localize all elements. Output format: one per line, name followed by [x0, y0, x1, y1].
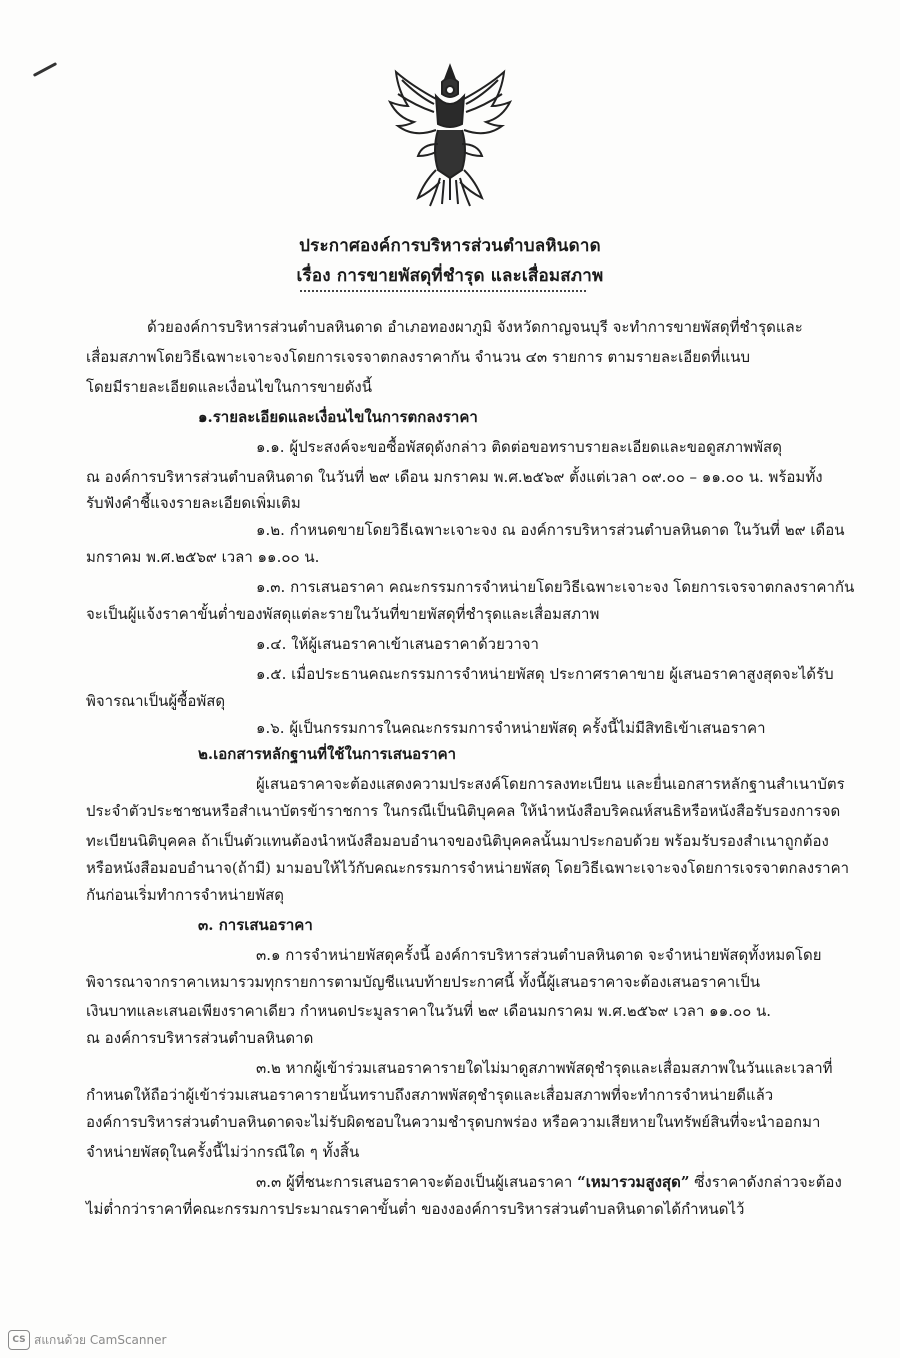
s1-1-line-1: ๑.๑. ผู้ประสงค์จะขอซื้อพัสดุดังกล่าว ติดต่อขอทราบรายละเอียดและขอดูสภาพพัสดุ — [256, 438, 782, 456]
intro-line-2: เสื่อมสภาพโดยวิธีเฉพาะเจาะจงโดยการเจรจาตกลงราคากัน จำนวน ๔๓ รายการ ตามรายละเอียดที่แนบ — [86, 348, 751, 366]
s3-1-line-1: ๓.๑ การจำหน่ายพัสดุครั้งนี้ องค์การบริหารส่วนตำบลหินดาด จะจำหน่ายพัสดุทั้งหมดโดย — [256, 946, 822, 964]
s3-3-line-2: ไม่ต่ำกว่าราคาที่คณะกรรมการประมาณราคาขั้นต่ำ ของงองค์การบริหารส่วนตำบลหินดาดได้กำหนดไว้ — [86, 1200, 745, 1218]
s1-5-line-1: ๑.๕. เมื่อประธานคณะกรรมการจำหน่ายพัสดุ ประกาศราคาขาย ผู้เสนอราคาสูงสุดจะได้รับ — [256, 665, 834, 683]
scanner-watermark — [8, 1330, 166, 1350]
s3-2-line-3: องค์การบริหารส่วนตำบลหินดาดจะไม่รับผิดชอบในความชำรุดบกพร่อง หรือความเสียหายในทรัพย์สินที่จะนำออกมา — [86, 1113, 821, 1131]
s3-3-highlight: “เหมารวมสูงสุด” — [577, 1173, 690, 1191]
s1-2-line-1: ๑.๒. กำหนดขายโดยวิธีเฉพาะเจาะจง ณ องค์การบริหารส่วนตำบลหินดาด ในวันที่ ๒๙ เดือน — [256, 521, 845, 539]
s1-3-line-2: จะเป็นผู้แจ้งราคาขั้นต่ำของพัสดุแต่ละรายในวันที่ขายพัสดุที่ชำรุดและเสื่อมสภาพ — [86, 605, 600, 623]
announcement-title: ประกาศองค์การบริหารส่วนตำบลหินดาด — [299, 236, 601, 256]
s1-2-line-2: มกราคม พ.ศ.๒๕๖๙ เวลา ๑๑.๐๐ น. — [86, 548, 320, 566]
pen-mark — [33, 62, 57, 77]
s2-line-5: กันก่อนเริ่มทำการจำหน่ายพัสดุ — [86, 886, 284, 904]
s3-3-text-pre: ๓.๓ ผู้ที่ชนะการเสนอราคาจะต้องเป็นผู้เสนอราคา — [256, 1173, 578, 1191]
section-3-heading: ๓. การเสนอราคา — [198, 916, 313, 934]
camscanner-logo-icon: CS — [8, 1330, 30, 1350]
s1-4-line: ๑.๔. ให้ผู้เสนอราคาเข้าเสนอราคาด้วยวาจา — [256, 635, 539, 653]
s3-1-line-3: เงินบาทและเสนอเพียงราคาเดียว กำหนดประมูลราคาในวันที่ ๒๙ เดือนมกราคม พ.ศ.๒๕๖๙ เวลา ๑๑.๐๐ น. — [86, 1002, 772, 1020]
s1-6-line: ๑.๖. ผู้เป็นกรรมการในคณะกรรมการจำหน่ายพัสดุ ครั้งนี้ไม่มีสิทธิเข้าเสนอราคา — [256, 719, 766, 737]
section-1-heading: ๑.รายละเอียดและเงื่อนไขในการตกลงราคา — [198, 408, 478, 426]
intro-line-3: โดยมีรายละเอียดและเงื่อนไขในการขายดังนี้ — [86, 378, 373, 396]
s1-1-line-3: รับฟังคำชี้แจงรายละเอียดเพิ่มเติม — [86, 494, 301, 512]
s3-3-line-1 — [256, 1172, 842, 1192]
s2-line-2: ประจำตัวประชาชนหรือสำเนาบัตรข้าราชการ ในกรณีเป็นนิติบุคคล ให้นำหนังสือบริคณห์สนธิหรือหนังสือรับรองการจด — [86, 802, 841, 820]
garuda-emblem-icon — [378, 60, 522, 210]
s3-1-line-2: พิจารณาจากราคาเหมารวมทุกรายการตามบัญชีแนบท้ายประกาศนี้ ทั้งนี้ผู้เสนอราคาจะต้องเสนอราคาเป็น — [86, 973, 761, 991]
scanner-watermark-text: สแกนด้วย CamScanner — [34, 1332, 167, 1347]
s1-1-line-2: ณ องค์การบริหารส่วนตำบลหินดาด ในวันที่ ๒๙ เดือน มกราคม พ.ศ.๒๕๖๙ ตั้งแต่เวลา ๐๙.๐๐ – ๑๑.๐๐ น. พร้อมทั้ง — [86, 468, 823, 486]
s2-line-4: หรือหนังสือมอบอำนาจ(ถ้ามี) มามอบให้ไว้กับคณะกรรมการจำหน่ายพัสดุ โดยวิธีเฉพาะเจาะจงโดยการเจรจาตกลงราคา — [86, 859, 850, 877]
s3-2-line-4: จำหน่ายพัสดุในครั้งนี้ไม่ว่ากรณีใด ๆ ทั้งสิ้น — [86, 1143, 360, 1161]
s1-5-line-2: พิจารณาเป็นผู้ซื้อพัสดุ — [86, 692, 226, 710]
s1-3-line-1: ๑.๓. การเสนอราคา คณะกรรมการจำหน่ายโดยวิธีเฉพาะเจาะจง โดยการเจรจาตกลงราคากัน — [256, 578, 855, 596]
s2-line-1: ผู้เสนอราคาจะต้องแสดงความประสงค์โดยการลงทะเบียน และยื่นเอกสารหลักฐานสำเนาบัตร — [256, 775, 845, 793]
s3-1-line-4: ณ องค์การบริหารส่วนตำบลหินดาด — [86, 1029, 314, 1047]
s3-2-line-1: ๓.๒ หากผู้เข้าร่วมเสนอราคารายใดไม่มาดูสภาพพัสดุชำรุดและเสื่อมสภาพในวันและเวลาที่ — [256, 1059, 833, 1077]
section-2-heading: ๒.เอกสารหลักฐานที่ใช้ในการเสนอราคา — [198, 745, 457, 763]
s3-3-text-post: ซึ่งราคาดังกล่าวจะต้อง — [689, 1173, 842, 1191]
s2-line-3: ทะเบียนนิติบุคคล ถ้าเป็นตัวแทนต้องนำหนังสือมอบอำนาจของนิติบุคคลนั้นมาประกอบด้วย พร้อมรับรองสำเนาถูกต้อง — [86, 832, 829, 850]
s3-2-line-2: กำหนดให้ถือว่าผู้เข้าร่วมเสนอราคารายนั้นทราบถึงสภาพพัสดุชำรุดและเสื่อมสภาพที่จะทำการจำหน่ายดีแล้ว — [86, 1086, 774, 1104]
separator-line — [300, 290, 586, 292]
announcement-subject: เรื่อง การขายพัสดุที่ชำรุด และเสื่อมสภาพ — [296, 266, 604, 286]
intro-line-1: ด้วยองค์การบริหารส่วนตำบลหินดาด อำเภอทองผาภูมิ จังหวัดกาญจนบุรี จะทำการขายพัสดุที่ชำรุดและ — [147, 318, 803, 336]
